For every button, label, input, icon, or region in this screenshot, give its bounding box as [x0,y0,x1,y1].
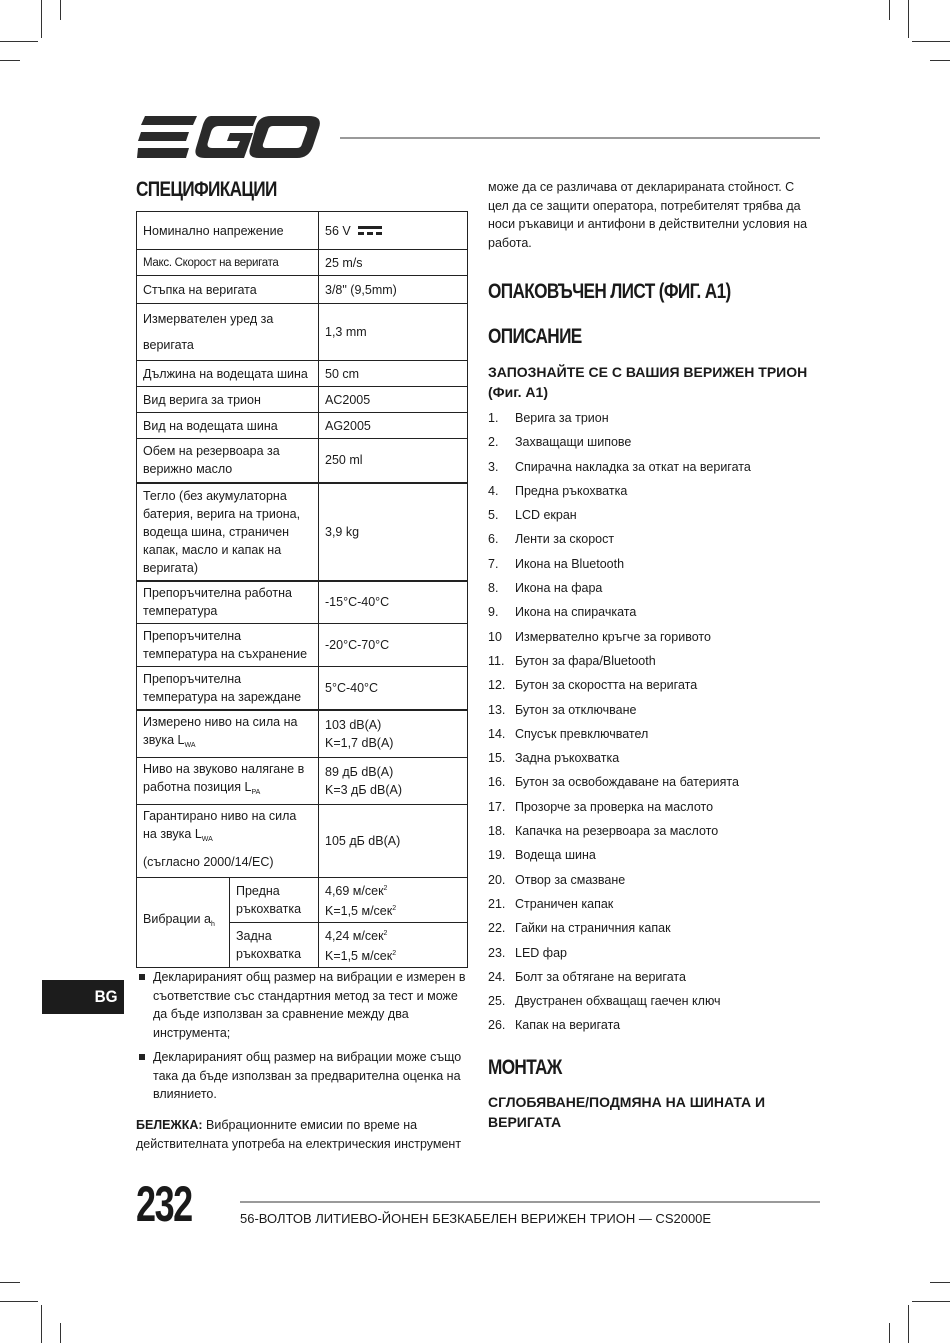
spec-value: AC2005 [319,387,468,413]
table-row [137,581,468,624]
spec-value: 4,69 м/сек$^2$ K=1,5 м/сек$^2$ [319,877,468,922]
list-item: 7. Икона на Bluetooth [488,556,625,571]
spec-value: 50 cm [319,361,468,387]
ego-logo [137,114,322,160]
crop-mark [41,0,42,38]
crop-mark [0,60,20,61]
spec-value: AG2005 [319,413,468,439]
spec-label: Дължина на водещата шина [137,361,319,387]
spec-label: Гарантирано ниво на сила на звука $L_{WA}$ (съгласно 2000/14/ЕС) [137,804,319,877]
table-row [137,667,468,710]
table-row [137,710,468,758]
spec-label: Измервателен уред за веригата [137,304,319,361]
list-item: 2. Захващащи шипове [488,435,632,450]
vibration-front-handle: Предна ръкохватка [230,877,319,922]
spec-label: Макс. Скорост на веригата [137,250,319,276]
list-item: 17. Прозорче за проверка на маслото [488,799,714,814]
page-number: 232 [136,1176,192,1232]
list-item: 26. Капак на веригата [488,1018,621,1033]
vibration-label: Вибрации $a_h$ [137,877,230,967]
list-item: 3. Спирачна накладка за откат на веригата [488,459,751,474]
intro-paragraph: може да се различава от декларираната стойност. С цел да се защити оператора, потребителят трябва да носи ръкавици и антифони в действителни условия на работа. [488,180,808,250]
spec-label: Вид верига за трион [137,387,319,413]
table-row [137,439,468,483]
crop-mark [930,60,950,61]
note-paragraph: БЕЛЕЖКА: Вибрационните емисии по време на действителната употреба на електрическия инструмент [136,1118,462,1151]
assembly-heading: МОНТАЖ [488,1056,562,1079]
spec-label: Измерено ниво на сила на звука $L_{WA}$ [137,710,319,758]
crop-mark [0,1282,20,1283]
table-row [137,212,468,250]
list-item: 19. Водеща шина [488,848,596,863]
list-item: 10 Измервателно кръгче за горивото [488,629,711,644]
list-item: 5. LCD екран [488,508,577,523]
crop-mark [0,41,38,42]
table-row [137,387,468,413]
table-row [137,804,468,877]
crop-mark [912,1301,950,1302]
spec-label: Стъпка на веригата [137,276,319,304]
list-item: 24. Болт за обтягане на веригата [488,969,686,984]
list-item: 14. Спусък превключвател [488,726,649,741]
spec-value: 4,24 м/сек$^2$ K=1,5 м/сек$^2$ [319,922,468,967]
know-your-saw-heading: ЗАПОЗНАЙТЕ СЕ С ВАШИЯ ВЕРИЖЕН ТРИОН (Фиг. A1) [488,364,808,400]
list-item: 20. Отвор за смазване [488,872,626,887]
assembly-subheading: СГЛОБЯВАНЕ/ПОДМЯНА НА ШИНАТА И ВЕРИГАТА [488,1094,766,1130]
list-item: 18. Капачка на резервоара за маслото [488,824,719,839]
crop-mark [930,1282,950,1283]
list-item: Декларираният общ размер на вибрации може също така да бъде използван за предварителна оценка на влиянието. [136,1048,468,1104]
list-item: 8. Икона на фара [488,581,603,596]
crop-mark [60,0,61,20]
specifications-heading: СПЕЦИФИКАЦИИ [136,178,277,201]
crop-mark [908,0,909,38]
note-label: БЕЛЕЖКА: [136,1118,203,1132]
list-item: 4. Предна ръкохватка [488,483,628,498]
spec-value: 3,9 kg [319,483,468,581]
spec-label: Номинално напрежение [137,212,319,250]
list-item: 9. Икона на спирачката [488,605,637,620]
dc-symbol-icon [358,224,382,236]
spec-label: Препоръчителна температура на зареждане [137,667,319,710]
footer-title: 56-ВОЛТОВ ЛИТИЕВО-ЙОНЕН БЕЗКАБЕЛЕН ВЕРИЖЕН ТРИОН — CS2000E [240,1211,712,1226]
list-item: 23. LED фар [488,945,567,960]
table-row [137,624,468,667]
specifications-table [136,211,468,968]
list-item: 1. Верига за трион [488,411,609,425]
table-row [137,413,468,439]
crop-mark [908,1305,909,1343]
vibration-notes-list [136,968,468,1110]
crop-mark [41,1305,42,1343]
vibration-rear-handle: Задна ръкохватка [230,922,319,967]
spec-value: 103 dB(A) K=1,7 dB(A) [319,710,468,758]
spec-value: 25 m/s [319,250,468,276]
table-row [137,483,468,581]
footer-rule [240,1201,820,1203]
list-item: 16. Бутон за освобождаване на батерията [488,775,739,790]
list-item: 21. Страничен капак [488,896,614,911]
spec-value: -20°C-70°C [319,624,468,667]
header-rule [340,137,820,139]
list-item: 12. Бутон за скоростта на веригата [488,678,698,693]
crop-mark [889,0,890,20]
packing-list-heading: ОПАКОВЪЧЕН ЛИСТ (ФИГ. A1) [488,280,731,303]
spec-value: 56 V [319,212,468,250]
spec-label: Препоръчителна работна температура [137,581,319,624]
spec-value: 89 дБ dB(A) K=3 дБ dB(A) [319,757,468,804]
spec-label: Ниво на звуково налягане в работна позиция $L_{PA}$ [137,757,319,804]
table-row [137,250,468,276]
spec-value: 250 ml [319,439,468,483]
crop-mark [60,1323,61,1343]
language-tab: BG [42,980,124,1014]
crop-mark [0,1301,38,1302]
spec-value: 105 дБ dB(A) [319,804,468,877]
spec-label: Вид на водещата шина [137,413,319,439]
spec-label: Препоръчителна температура на съхранение [137,624,319,667]
list-item: Декларираният общ размер на вибрации е измерен в съответствие със стандартния метод за тест и може да бъде използван за сравнение между два инструмента; [136,968,468,1042]
table-row [137,877,468,922]
spec-label: Тегло (без акумулаторна батерия, верига на триона, водеща шина, страничен капак, масло и капак на веригата) [137,483,319,581]
spec-label: Обем на резервоара за верижно масло [137,439,319,483]
list-item: 11. Бутон за фара/Bluetooth [488,653,656,668]
list-item: 25. Двустранен обхващащ гаечен ключ [488,994,721,1009]
table-row [137,304,468,361]
spec-value: 1,3 mm [319,304,468,361]
crop-mark [912,41,950,42]
description-heading: ОПИСАНИЕ [488,325,582,348]
spec-value: -15°C-40°C [319,581,468,624]
list-item: 22. Гайки на страничния капак [488,921,671,936]
list-item: 13. Бутон за отключване [488,702,637,717]
spec-value: 5°C-40°C [319,667,468,710]
crop-mark [889,1323,890,1343]
list-item: 15. Задна ръкохватка [488,751,620,766]
table-row [137,276,468,304]
list-item: 6. Ленти за скорост [488,532,615,547]
table-row [137,757,468,804]
table-row [137,361,468,387]
parts-list [488,406,828,1038]
spec-value: 3/8" (9,5mm) [319,276,468,304]
